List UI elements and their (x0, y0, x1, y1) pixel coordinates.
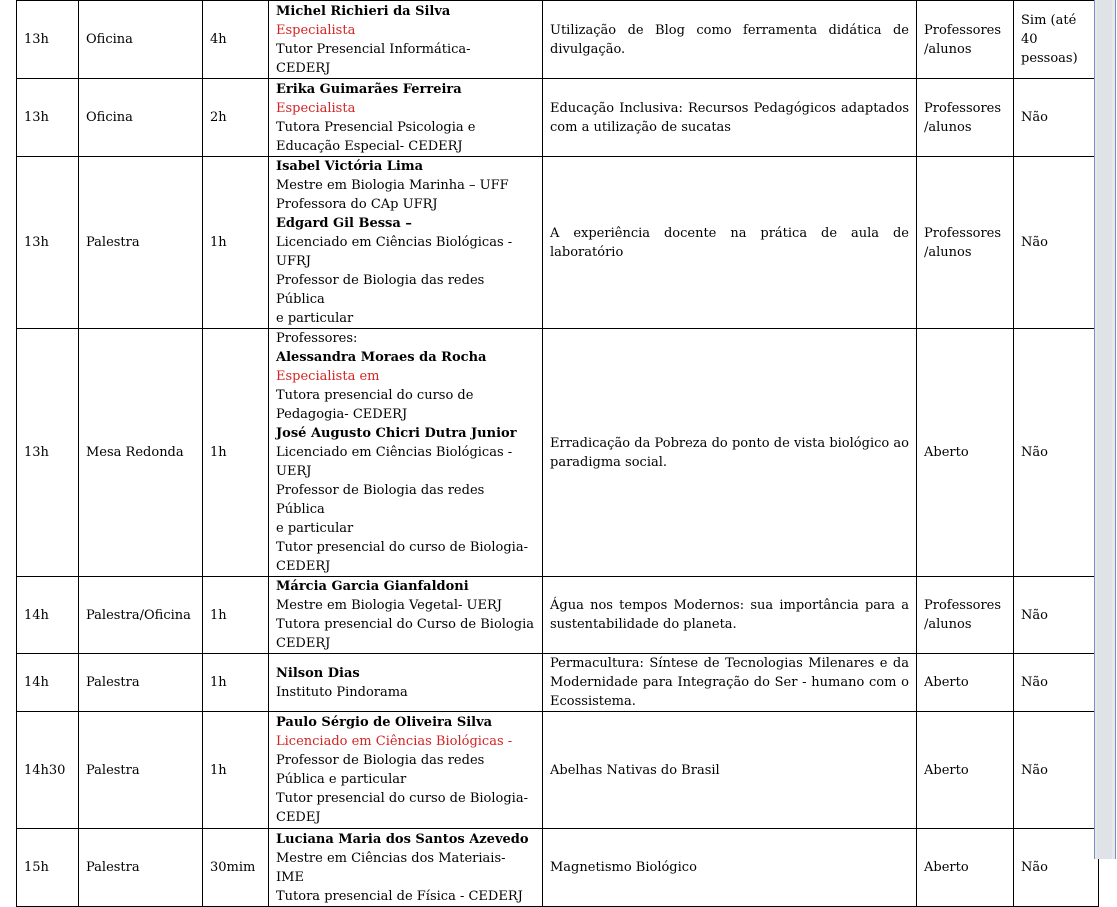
speaker-detail: Professor de Biologia das redes (276, 753, 485, 768)
speaker-highlight: Especialista em (276, 369, 380, 384)
speaker-detail: Mestre em Ciências dos Materiais- (276, 850, 506, 866)
time-cell: 13h (17, 79, 79, 157)
activity-type-cell: Oficina (79, 1, 203, 79)
speaker-cell (269, 1, 543, 79)
speaker-highlight: Licenciado em Ciências Biológicas - (276, 734, 513, 749)
speaker-detail: Educação Especial- CEDERJ (276, 138, 463, 154)
speaker-name: Alessandra Moraes da Rocha (276, 350, 487, 365)
speaker-detail: Mestre em Biologia Vegetal- UERJ (276, 598, 502, 613)
duration-cell: 30mim (203, 829, 269, 907)
audience-cell: Professores /alunos (917, 1, 1014, 79)
duration-cell: 1h (203, 329, 269, 577)
activity-type-cell: Palestra/Oficina (79, 577, 203, 654)
speaker-cell (269, 79, 543, 157)
speaker-detail: IME (276, 869, 304, 885)
duration-cell: 4h (203, 1, 269, 79)
activity-type-cell: Palestra (79, 712, 203, 829)
registration-cell: Não (1014, 712, 1099, 829)
time-cell: 13h (17, 1, 79, 79)
table-row (17, 79, 1099, 157)
audience-cell: Aberto (917, 329, 1014, 577)
speaker-name: Márcia Garcia Gianfaldoni (276, 579, 469, 594)
speaker-cell (269, 157, 543, 329)
duration-cell: 2h (203, 79, 269, 157)
speaker-detail: e particular (276, 521, 354, 536)
speaker-name: Paulo Sérgio de Oliveira Silva (276, 715, 493, 730)
table-row (17, 157, 1099, 329)
audience-cell: Aberto (917, 712, 1014, 829)
registration-cell: Não (1014, 829, 1099, 907)
schedule-table (16, 0, 1099, 907)
registration-cell: Não (1014, 79, 1099, 157)
speaker-cell (269, 577, 543, 654)
time-cell: 13h (17, 329, 79, 577)
registration-cell: Não (1014, 577, 1099, 654)
speaker-detail: Pedagogia- CEDERJ (276, 407, 408, 422)
speaker-detail: Tutora presencial do curso de (276, 388, 474, 403)
activity-type-cell: Oficina (79, 79, 203, 157)
title-cell: Abelhas Nativas do Brasil (543, 712, 917, 829)
speaker-detail: UERJ (276, 464, 312, 479)
speaker-highlight: Especialista (276, 22, 356, 38)
time-cell: 14h (17, 654, 79, 712)
time-cell: 14h (17, 577, 79, 654)
speaker-name: Edgard Gil Bessa – (276, 216, 412, 231)
speaker-detail: Pública e particular (276, 772, 407, 787)
activity-type-cell: Palestra (79, 654, 203, 712)
speaker-detail: Professora do CAp UFRJ (276, 197, 438, 212)
speaker-detail: Professor de Biologia das redes Pública (276, 273, 485, 307)
speaker-name: Michel Richieri da Silva (276, 3, 451, 19)
duration-cell: 1h (203, 577, 269, 654)
table-row (17, 829, 1099, 907)
title-cell: Erradicação da Pobreza do ponto de vista biológico ao paradigma social. (543, 329, 917, 577)
table-row (17, 577, 1099, 654)
speaker-intro: Professores: (276, 331, 358, 346)
time-cell: 14h30 (17, 712, 79, 829)
title-cell: Magnetismo Biológico (543, 829, 917, 907)
speaker-detail: CEDERJ (276, 60, 331, 76)
audience-cell: Professores /alunos (917, 577, 1014, 654)
duration-cell: 1h (203, 712, 269, 829)
speaker-detail: CEDERJ (276, 636, 331, 651)
activity-type-cell: Palestra (79, 157, 203, 329)
table-row (17, 329, 1099, 577)
title-cell: Utilização de Blog como ferramenta didática de divulgação. (543, 1, 917, 79)
speaker-detail: CEDEJ (276, 810, 321, 825)
speaker-detail: Tutora presencial de Física - CEDERJ (276, 888, 523, 904)
speaker-detail: Licenciado em Ciências Biológicas - (276, 235, 513, 250)
speaker-detail: Tutora Presencial Psicologia e (276, 119, 476, 135)
speaker-name: Isabel Victória Lima (276, 159, 424, 174)
audience-cell: Aberto (917, 654, 1014, 712)
speaker-name: Erika Guimarães Ferreira (276, 81, 462, 97)
duration-cell: 1h (203, 654, 269, 712)
speaker-detail: Tutor presencial do curso de Biologia- (276, 540, 528, 555)
speaker-cell (269, 329, 543, 577)
speaker-name: Luciana Maria dos Santos Azevedo (276, 831, 529, 847)
speaker-detail: Professor de Biologia das redes Pública (276, 483, 485, 517)
audience-cell: Aberto (917, 829, 1014, 907)
registration-cell: Não (1014, 157, 1099, 329)
speaker-detail: Tutor presencial do curso de Biologia- (276, 791, 528, 806)
speaker-cell (269, 712, 543, 829)
speaker-detail: Licenciado em Ciências Biológicas - (276, 445, 513, 460)
speaker-detail: Tutor Presencial Informática- (276, 41, 471, 57)
time-cell: 15h (17, 829, 79, 907)
schedule-body (17, 1, 1099, 907)
speaker-highlight: Especialista (276, 100, 356, 116)
title-cell: A experiência docente na prática de aula de laboratório (543, 157, 917, 329)
duration-cell: 1h (203, 157, 269, 329)
speaker-detail: CEDERJ (276, 559, 331, 574)
speaker-name: Nilson Dias (276, 665, 360, 681)
speaker-detail: UFRJ (276, 254, 311, 269)
activity-type-cell: Palestra (79, 829, 203, 907)
table-row (17, 1, 1099, 79)
speaker-detail: Mestre em Biologia Marinha – UFF (276, 178, 509, 193)
speaker-detail: Tutora presencial do Curso de Biologia (276, 617, 534, 632)
speaker-detail: Instituto Pindorama (276, 684, 408, 700)
speaker-name: José Augusto Chicri Dutra Junior (276, 426, 517, 441)
speaker-cell (269, 654, 543, 712)
table-row (17, 712, 1099, 829)
scrollbar-thumb[interactable] (1097, 0, 1112, 859)
title-cell: Água nos tempos Modernos: sua importância para a sustentabilidade do planeta. (543, 577, 917, 654)
title-cell: Educação Inclusiva: Recursos Pedagógicos adaptados com a utilização de sucatas (543, 79, 917, 157)
time-cell: 13h (17, 157, 79, 329)
speaker-detail: e particular (276, 311, 354, 326)
speaker-cell (269, 829, 543, 907)
audience-cell: Professores /alunos (917, 157, 1014, 329)
registration-cell: Sim (até 40 pessoas) (1014, 1, 1099, 79)
activity-type-cell: Mesa Redonda (79, 329, 203, 577)
audience-cell: Professores /alunos (917, 79, 1014, 157)
title-cell: Permacultura: Síntese de Tecnologias Milenares e da Modernidade para Integração do Ser - humano com o Ecossistema. (543, 654, 917, 712)
registration-cell: Não (1014, 329, 1099, 577)
table-row (17, 654, 1099, 712)
registration-cell: Não (1014, 654, 1099, 712)
